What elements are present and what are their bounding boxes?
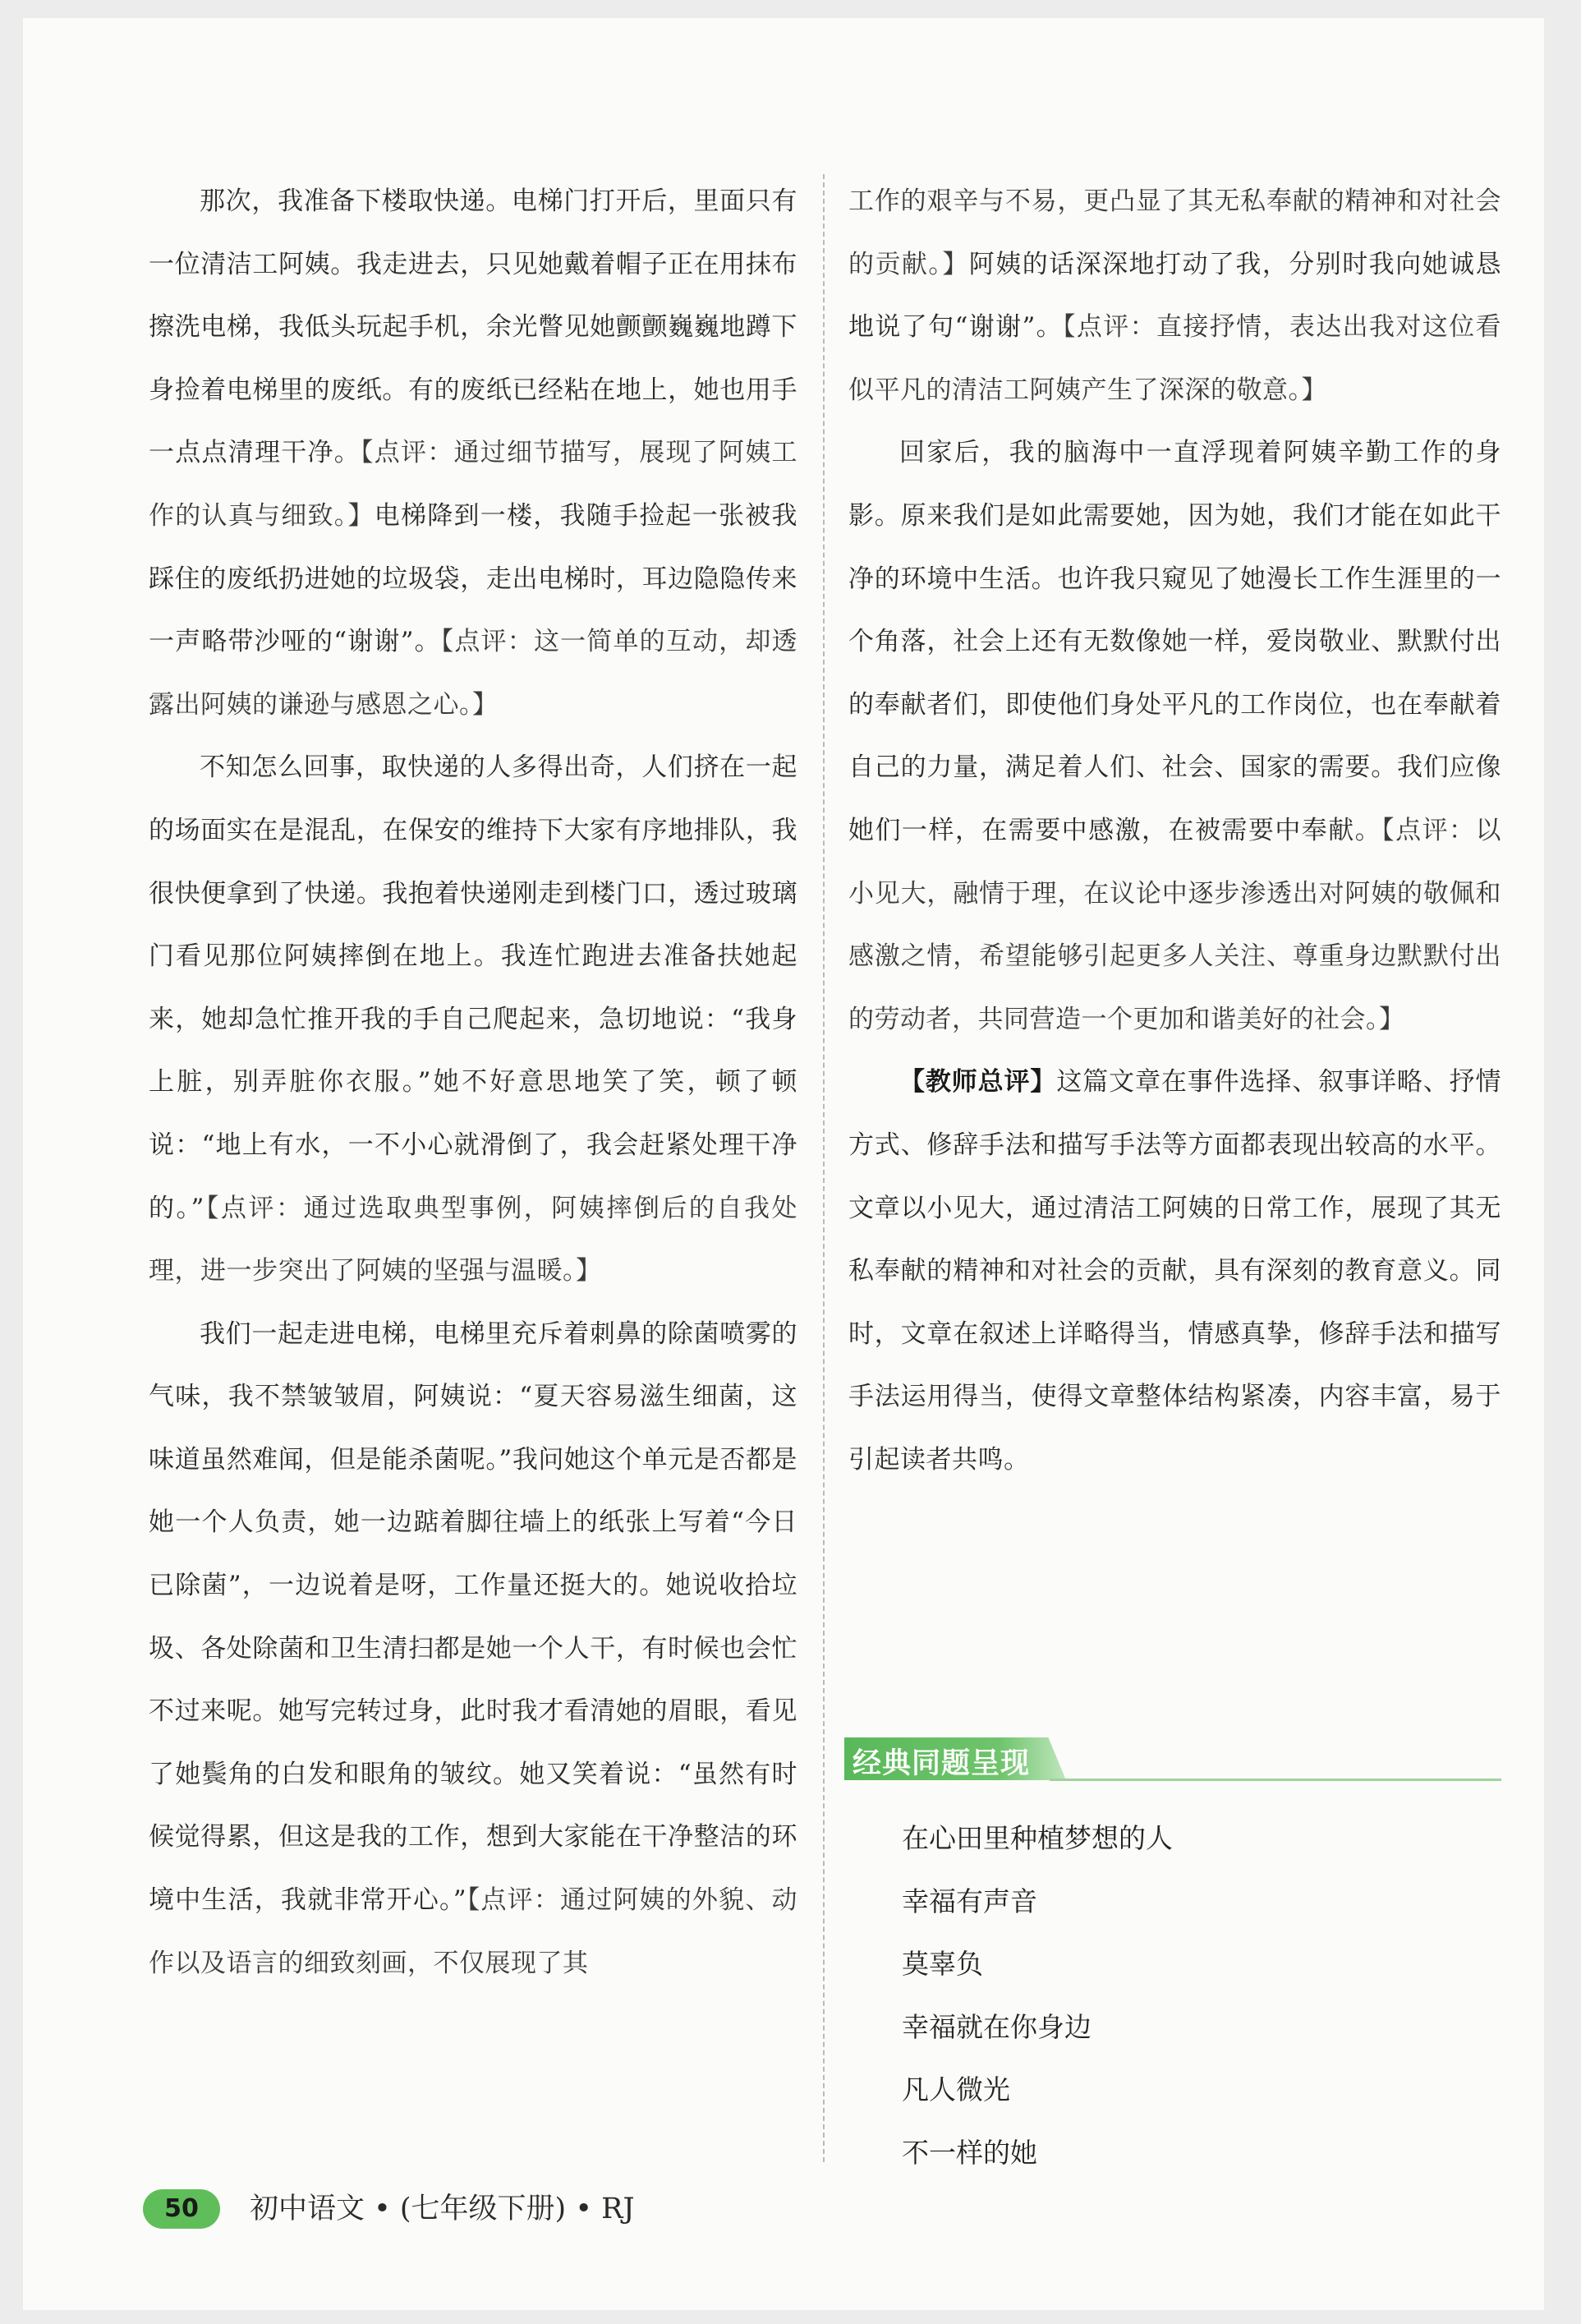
footer <box>143 2185 882 2234</box>
comment-text: 工作的艰辛与不易，更凸显了其无私奉献的精神和对社会的贡献。】 <box>848 186 1501 279</box>
section-header-label: 经典同题呈现 <box>853 1747 1031 1780</box>
teacher-summary-text: 这篇文章在事件选择、叙事详略、抒情方式、修辞手法和描写手法等方面都表现出较高的水平。文章以小见大，通过清洁工阿姨的日常工作，展现了其无私奉献的精神和对社会的贡献，具有深刻的教育意义。同时，文章在叙述上详略得当，情感真挚，修辞手法和描写手法运用得当，使得文章整体结构紧凑，内容丰富，易于引起读者共鸣。 <box>848 1067 1502 1475</box>
comment-text: 【点评：通过阿姨的外貌、动作以及语言的细致刻画，不仅展现了其 <box>149 1885 797 1978</box>
list-item: 凡人微光 <box>902 2073 1010 2106</box>
teacher-summary-label: 【教师总评】 <box>899 1067 1057 1098</box>
list-item: 在心田里种植梦想的人 <box>902 1822 1173 1854</box>
paragraph <box>848 421 1501 1051</box>
body-text: 阿姨的话深深地打动了我，分别时我向她诚恳地说了句“谢谢”。 <box>848 249 1502 343</box>
comment-text: 【点评：通过选取典型事例，阿姨摔倒后的自我处理，进一步突出了阿姨的坚强与温暖。】 <box>149 1193 797 1286</box>
list-item: 莫辜负 <box>902 1948 983 1981</box>
paragraph <box>149 170 797 736</box>
paragraph <box>149 1303 797 1995</box>
left-column <box>149 170 797 1995</box>
page <box>23 18 1544 2310</box>
teacher-summary <box>848 1051 1501 1491</box>
section-header <box>844 1737 1501 1787</box>
title-list <box>902 1807 1477 2185</box>
body-text: 电梯降到一楼，我随手捡起一张被我踩住的废纸扔进她的垃圾袋，走出电梯时，耳边隐隐传来一声略带沙哑的“谢谢”。 <box>149 500 797 657</box>
column-divider <box>823 174 825 2162</box>
comment-text: 【点评：这一简单的互动，却透露出阿姨的谦逊与感恩之心。】 <box>149 627 797 720</box>
list-item: 不一样的她 <box>902 2136 1037 2169</box>
comment-text: 【点评：直接抒情，表达出我对这位看似平凡的清洁工阿姨产生了深深的敬意。】 <box>848 312 1501 405</box>
right-column <box>848 170 1501 1491</box>
comment-text: 【点评：以小见大，融情于理，在议论中逐步渗透出对阿姨的敬佩和感激之情，希望能够引起更多人关注、尊重身边默默付出的劳动者，共同营造一个更加和谐美好的社会。】 <box>848 815 1502 1034</box>
page-number-badge <box>143 2189 220 2229</box>
page-number: 50 <box>164 2194 199 2223</box>
list-item: 幸福有声音 <box>902 1885 1037 1917</box>
section-header-rule <box>1050 1779 1501 1781</box>
body-text: 回家后，我的脑海中一直浮现着阿姨辛勤工作的身影。原来我们是如此需要她，因为她，我们才能在如此干净的环境中生活。也许我只窥见了她漫长工作生涯里的一个角落，社会上还有无数像她一样，爱岗敬业、默默付出的奉献者们，即使他们身处平凡的工作岗位，也在奉献着自己的力量，满足着人们、社会、国家的需要。我们应像她们一样，在需要中感激，在被需要中奉献。 <box>848 438 1501 845</box>
book-title: 初中语文 • (七年级下册) • RJ <box>250 2193 635 2225</box>
comment-text: 【点评：通过细节描写，展现了阿姨工作的认真与细致。】 <box>149 438 797 531</box>
body-text: 不知怎么回事，取快递的人多得出奇，人们挤在一起的场面实在是混乱，在保安的维持下大家有序地排队，我很快便拿到了快递。我抱着快递刚走到楼门口，透过玻璃门看见那位阿姨摔倒在地上。我连忙跑进去准备扶她起来，她却急忙推开我的手自己爬起来，急切地说：“我身上脏，别弄脏你衣服。”她不好意思地笑了笑，顿了顿说：“地上有水，一不小心就滑倒了，我会赶紧处理干净的。” <box>149 752 797 1223</box>
list-item: 幸福就在你身边 <box>902 2010 1092 2043</box>
paragraph <box>149 736 797 1302</box>
body-text: 那次，我准备下楼取快递。电梯门打开后，里面只有一位清洁工阿姨。我走进去，只见她戴着帽子正在用抹布擦洗电梯，我低头玩起手机，余光瞥见她颤颤巍巍地蹲下身捡着电梯里的废纸。有的废纸已经粘在地上，她也用手一点点清理干净。 <box>149 186 797 468</box>
paragraph <box>848 170 1501 421</box>
body-text: 我们一起走进电梯，电梯里充斥着刺鼻的除菌喷雾的气味，我不禁皱皱眉，阿姨说：“夏天容易滋生细菌，这味道虽然难闻，但是能杀菌呢。”我问她这个单元是否都是她一个人负责，她一边踮着脚往墙上的纸张上写着“今日已除菌”，一边说着是呀，工作量还挺大的。她说收拾垃圾、各处除菌和卫生清扫都是她一个人干，有时候也会忙不过来呢。她写完转过身，此时我才看清她的眉眼，看见了她鬓角的白发和眼角的皱纹。她又笑着说：“虽然有时候觉得累，但这是我的工作，想到大家能在干净整洁的环境中生活，我就非常开心。” <box>149 1318 797 1916</box>
